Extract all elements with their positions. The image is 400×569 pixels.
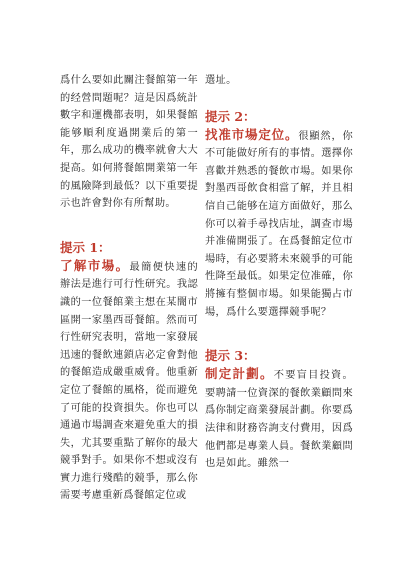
right-column bbox=[205, 72, 353, 473]
tip-1-body: 最簡便快速的辦法是進行可行性研究。我認識的一位餐館業主想在某闇市區開一家墨西哥餐館。然而可行性研究表明，當地一家發展迅速的餐飲連鎖店必定會對他的餐館造成嚴重威脅。他重新定位了餐館的風格，從而避免了可能的投資損失。你也可以通過市場調查來避免重大的損失，尤其要重點了解你的最大競爭對手。如果你不想或沒有實力進行殘酷的競爭，那么你需要考慮重新爲餐館定位或 bbox=[60, 261, 198, 502]
spacer bbox=[205, 90, 353, 108]
tip-1-label: 提示 1： bbox=[60, 239, 111, 255]
tip-3-body: 不要盲目投資。要聘請一位資深的餐飲業顧問來爲你制定商業發展計劃。你要爲法律和財務咨詢支付費用，因爲他們都是專業人員。餐飲業顧問也是如此。雖然一 bbox=[205, 370, 353, 470]
spacer bbox=[60, 213, 198, 239]
tip-2-paragraph bbox=[205, 126, 353, 322]
spacer bbox=[205, 321, 353, 347]
tip-2-heading: 找准市場定位。 bbox=[205, 126, 299, 142]
tip-3-paragraph bbox=[205, 365, 353, 473]
left-column bbox=[60, 72, 198, 505]
tip-2-body: 很顯然，你不可能做好所有的事情。選擇你喜歡并熟悉的餐飲市場。如果你對墨西哥飲食相當了解，并且相信自己能够在這方面做好，那么你可以着手尋找店址，調查市場并准備開張了。在爲餐館定位市場時，有必要將未來競爭的可能性降至最低。如果定位准確，你將擁有整個市場。如果能獨占市場，爲什么要選擇競爭呢？ bbox=[205, 130, 354, 318]
tip-1-heading: 了解市場。 bbox=[60, 257, 130, 273]
tip-1-paragraph bbox=[60, 257, 198, 505]
tip-2-label: 提示 2： bbox=[205, 108, 256, 124]
tip-3-heading: 制定計劃。 bbox=[205, 366, 274, 382]
tip-3-label: 提示 3： bbox=[205, 348, 256, 364]
intro-paragraph: 爲什么要如此關注餐館第一年的经營問題呢？這是因爲統計數字和運機都表明，如果餐館能够順利度過開業后的第一年，那么成功的機率就會大大提高。如何將餐館開業第一年的風險降到最低？以下重要提示也許會對你有所幫助。 bbox=[60, 75, 198, 210]
continuation-text: 選址。 bbox=[205, 75, 237, 86]
